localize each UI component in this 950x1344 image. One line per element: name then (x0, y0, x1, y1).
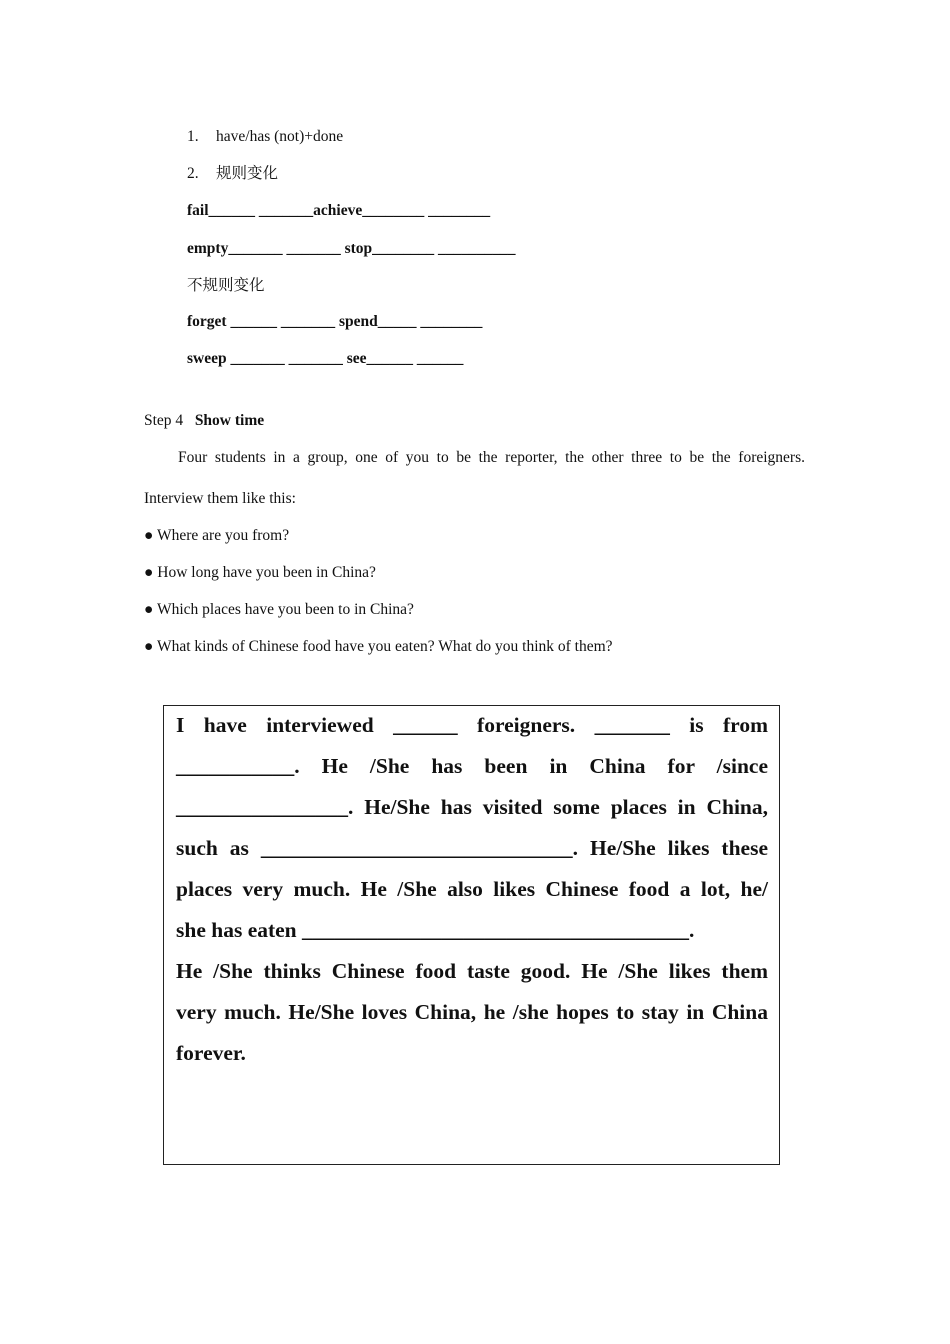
report-box (163, 705, 780, 1165)
report-line: forever. (176, 1041, 246, 1065)
step-heading (144, 411, 264, 431)
bullet-icon: ● (144, 638, 154, 655)
question-item (144, 600, 414, 620)
report-line: ________________. He/She has visited some places in China, (176, 795, 768, 819)
question-item (144, 526, 289, 546)
item-number: 1. (187, 128, 199, 145)
instruction-line-2: Interview them like this: (144, 490, 296, 507)
step-title: Show time (194, 412, 265, 429)
report-line: very much. He/She loves China, he /she hopes to stay in China (176, 1000, 768, 1024)
step-label: Step 4 (144, 412, 184, 429)
regular-verbs-line-2: empty_______ _______ stop________ __________ (187, 240, 516, 257)
report-line: He /She thinks Chinese food taste good. He /She likes them (176, 959, 768, 983)
bullet-icon: ● (144, 527, 154, 544)
instruction-line-1: Four students in a group, one of you to be the reporter, the other three to be the foreigners. (178, 449, 805, 466)
irregular-verbs-line-1: forget ______ _______ spend_____ ________ (187, 313, 483, 330)
question-text: What kinds of Chinese food have you eaten? What do you think of them? (156, 638, 613, 655)
report-line: ___________. He /She has been in China for /since (176, 754, 768, 778)
report-line: places very much. He /She also likes Chinese food a lot, he/ (176, 877, 768, 901)
grammar-item-1 (187, 127, 343, 147)
irregular-heading: 不规则变化 (187, 277, 265, 294)
report-line: she has eaten ____________________________________. (176, 918, 695, 942)
question-item (144, 563, 376, 583)
item-text: 规则变化 (216, 165, 279, 182)
report-line: such as _____________________________. He/She likes these (176, 836, 768, 860)
bullet-icon: ● (144, 601, 154, 618)
item-text: have/has (not)+done (216, 128, 344, 145)
irregular-verbs-line-2: sweep _______ _______ see______ ______ (187, 350, 464, 367)
grammar-item-2 (187, 164, 278, 184)
question-text: How long have you been in China? (157, 564, 376, 581)
report-line: I have interviewed ______ foreigners. _______ is from (176, 713, 768, 737)
bullet-icon: ● (144, 564, 154, 581)
question-text: Which places have you been to in China? (156, 601, 414, 618)
question-item (144, 637, 613, 657)
regular-verbs-line-1: fail______ _______achieve________ ________ (187, 202, 491, 219)
item-number: 2. (187, 165, 199, 182)
question-text: Where are you from? (156, 527, 290, 544)
